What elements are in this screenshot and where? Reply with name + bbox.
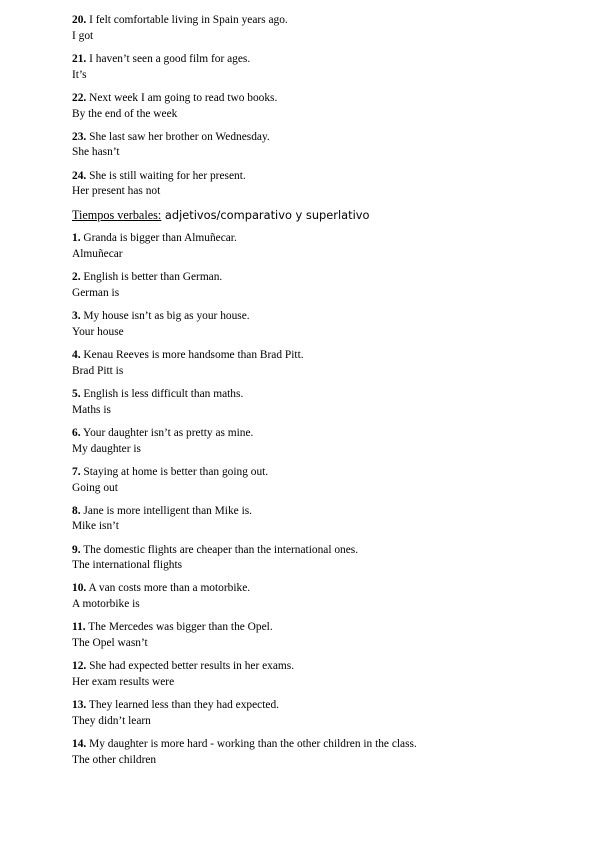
exercise-sentence-line <box>72 231 572 247</box>
exercise-item <box>72 387 572 419</box>
section-heading <box>72 207 572 223</box>
exercise-number: 11. <box>72 621 86 634</box>
exercise-prompt: German is <box>72 287 120 300</box>
exercise-sentence-line <box>72 426 572 442</box>
exercise-sentence-line <box>72 620 572 636</box>
exercise-prompt: A motorbike is <box>72 598 140 611</box>
section-comparatives <box>72 231 572 768</box>
exercise-item <box>72 698 572 730</box>
exercise-item <box>72 270 572 302</box>
exercise-list-1 <box>72 13 572 200</box>
exercise-prompt: They didn’t learn <box>72 714 151 727</box>
exercise-item <box>72 581 572 613</box>
exercise-sentence-line <box>72 169 572 185</box>
exercise-sentence: My daughter is more hard - working than the other children in the class. <box>89 738 417 751</box>
exercise-item <box>72 309 572 341</box>
exercise-item <box>72 13 572 45</box>
exercise-sentence-line <box>72 348 572 364</box>
exercise-prompt: I got <box>72 29 94 42</box>
exercise-sentence: I haven’t seen a good film for ages. <box>89 52 251 65</box>
exercise-number: 21. <box>72 52 87 65</box>
exercise-sentence-line <box>72 130 572 146</box>
exercise-sentence-line <box>72 52 572 68</box>
exercise-sentence-line <box>72 581 572 597</box>
exercise-item <box>72 465 572 497</box>
exercise-number: 22. <box>72 91 87 104</box>
exercise-sentence: English is better than German. <box>83 271 223 284</box>
exercise-list-2 <box>72 231 572 768</box>
section-transformations <box>72 13 572 200</box>
exercise-prompt: The international flights <box>72 559 183 572</box>
exercise-item <box>72 737 572 769</box>
exercise-prompt: It’s <box>72 68 87 81</box>
exercise-sentence-line <box>72 543 572 559</box>
exercise-number: 2. <box>72 271 81 284</box>
exercise-prompt: Her present has not <box>72 185 161 198</box>
exercise-sentence-line <box>72 13 572 29</box>
exercise-prompt: Maths is <box>72 403 111 416</box>
exercise-sentence: Next week I am going to read two books. <box>89 91 278 104</box>
exercise-prompt: She hasn’t <box>72 146 120 159</box>
exercise-sentence: My house isn’t as big as your house. <box>83 310 250 323</box>
exercise-sentence-line <box>72 270 572 286</box>
exercise-item <box>72 620 572 652</box>
exercise-number: 9. <box>72 543 81 556</box>
exercise-sentence: Staying at home is better than going out. <box>83 465 269 478</box>
exercise-prompt: Going out <box>72 481 118 494</box>
section-heading-rest: adjetivos/comparativo y superlativo <box>161 208 370 223</box>
exercise-prompt: My daughter is <box>72 442 141 455</box>
exercise-item <box>72 504 572 536</box>
exercise-sentence: She is still waiting for her present. <box>89 169 246 182</box>
exercise-sentence-line <box>72 387 572 403</box>
exercise-prompt: Almuñecar <box>72 248 123 261</box>
exercise-number: 1. <box>72 232 81 245</box>
exercise-item <box>72 169 572 201</box>
exercise-number: 5. <box>72 388 81 401</box>
exercise-sentence-line <box>72 309 572 325</box>
exercise-sentence-line <box>72 698 572 714</box>
exercise-number: 14. <box>72 738 87 751</box>
exercise-sentence-line <box>72 91 572 107</box>
exercise-number: 10. <box>72 582 87 595</box>
exercise-number: 4. <box>72 349 81 362</box>
exercise-sentence-line <box>72 737 572 753</box>
exercise-prompt: Brad Pitt is <box>72 364 124 377</box>
exercise-item <box>72 91 572 123</box>
exercise-sentence: The domestic flights are cheaper than the international ones. <box>83 543 359 556</box>
exercise-sentence: She had expected better results in her exams. <box>89 660 295 673</box>
exercise-sentence: They learned less than they had expected. <box>88 699 279 712</box>
exercise-item <box>72 659 572 691</box>
exercise-item <box>72 52 572 84</box>
exercise-number: 20. <box>72 14 87 26</box>
exercise-sentence: Your daughter isn’t as pretty as mine. <box>82 426 254 439</box>
exercise-sentence: A van costs more than a motorbike. <box>88 582 251 595</box>
exercise-content <box>72 13 572 776</box>
exercise-number: 6. <box>72 426 81 439</box>
exercise-number: 23. <box>72 130 87 143</box>
exercise-item <box>72 348 572 380</box>
exercise-sentence: Jane is more intelligent than Mike is. <box>83 504 253 517</box>
exercise-number: 12. <box>72 660 87 673</box>
exercise-number: 3. <box>72 310 81 323</box>
exercise-sentence: Granda is bigger than Almuñecar. <box>83 232 237 245</box>
exercise-sentence: The Mercedes was bigger than the Opel. <box>88 621 273 634</box>
exercise-prompt: Her exam results were <box>72 676 175 689</box>
exercise-number: 24. <box>72 169 87 182</box>
exercise-sentence-line <box>72 659 572 675</box>
exercise-sentence-line <box>72 504 572 520</box>
exercise-prompt: By the end of the week <box>72 107 178 120</box>
exercise-item <box>72 426 572 458</box>
exercise-sentence: Kenau Reeves is more handsome than Brad Pitt. <box>83 349 304 362</box>
exercise-sentence: I felt comfortable living in Spain years ago. <box>89 14 288 26</box>
exercise-prompt: Mike isn’t <box>72 520 119 533</box>
exercise-number: 8. <box>72 504 81 517</box>
exercise-number: 7. <box>72 465 81 478</box>
section-heading-lead: Tiempos verbales: <box>72 208 162 223</box>
exercise-item <box>72 130 572 162</box>
exercise-prompt: Your house <box>72 326 124 339</box>
exercise-sentence: English is less difficult than maths. <box>83 388 244 401</box>
exercise-prompt: The other children <box>72 753 157 766</box>
exercise-item <box>72 543 572 575</box>
exercise-prompt: The Opel wasn’t <box>72 637 148 650</box>
exercise-item <box>72 231 572 263</box>
exercise-sentence-line <box>72 465 572 481</box>
exercise-sentence: She last saw her brother on Wednesday. <box>89 130 270 143</box>
exercise-number: 13. <box>72 699 87 712</box>
